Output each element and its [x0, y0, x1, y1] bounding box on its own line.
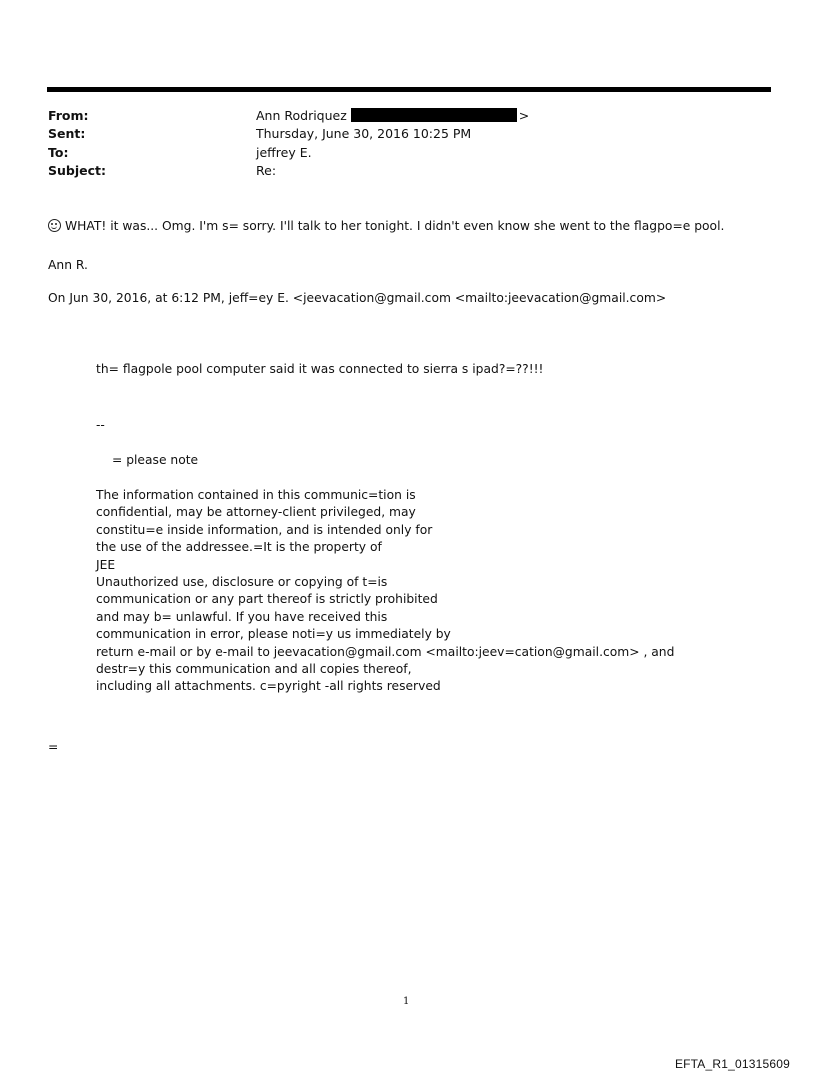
please-note: = please note — [112, 453, 199, 467]
disclaimer-line: and may b= unlawful. If you have received this — [96, 609, 388, 624]
reply-text: WHAT! it was... Omg. I'm s= sorry. I'll talk to her tonight. I didn't even know she went to the flagpo=e pool. — [65, 219, 725, 233]
disclaimer-line: return e-mail or by e-mail to jeevacation@gmail.com <mailto:jeev=cation@gmail.com> , and — [96, 644, 675, 659]
trailing-equals: = — [48, 740, 59, 754]
page-number: 1 — [403, 996, 410, 1007]
disclaimer-line: constitu=e inside information, and is intended only for — [96, 522, 433, 537]
redaction-bar — [351, 108, 517, 122]
disclaimer-line: destr=y this communication and all copies thereof, — [96, 661, 412, 676]
from-value — [256, 107, 529, 125]
signature: Ann R. — [48, 258, 88, 272]
from-label: From: — [48, 108, 89, 123]
to-label: To: — [48, 145, 69, 160]
subject-label: Subject: — [48, 163, 106, 178]
subject-value: Re: — [256, 163, 277, 178]
header-rule — [47, 87, 771, 92]
smiley-face-icon — [48, 219, 61, 232]
disclaimer-line: communication in error, please noti=y us immediately by — [96, 627, 451, 642]
disclaimer-line: including all attachments. c=pyright -all rights reserved — [96, 679, 441, 694]
to-value: jeffrey E. — [256, 145, 312, 160]
reply-line — [48, 217, 724, 235]
from-suffix: > — [518, 108, 530, 123]
disclaimer-block — [96, 487, 674, 696]
disclaimer-line: confidential, may be attorney-client privileged, may — [96, 505, 416, 520]
disclaimer-line: communication or any part thereof is strictly prohibited — [96, 592, 438, 607]
signature-dashes: -- — [96, 418, 105, 432]
disclaimer-line: Unauthorized use, disclosure or copying of t=is — [96, 574, 388, 589]
document-id: EFTA_R1_01315609 — [674, 1057, 790, 1071]
disclaimer-line: the use of the addressee.=It is the property of — [96, 540, 382, 555]
quoted-message: th= flagpole pool computer said it was connected to sierra s ipad?=??!!! — [96, 362, 544, 376]
sent-label: Sent: — [48, 126, 86, 141]
sent-value: Thursday, June 30, 2016 10:25 PM — [256, 126, 472, 141]
disclaimer-line: JEE — [96, 557, 116, 572]
from-name: Ann Rodriquez — [256, 108, 347, 123]
disclaimer-line: The information contained in this communic=tion is — [96, 488, 416, 502]
quote-header: On Jun 30, 2016, at 6:12 PM, jeff=ey E. <jeevacation@gmail.com <mailto:jeevacation@gmail.com> — [48, 291, 667, 305]
